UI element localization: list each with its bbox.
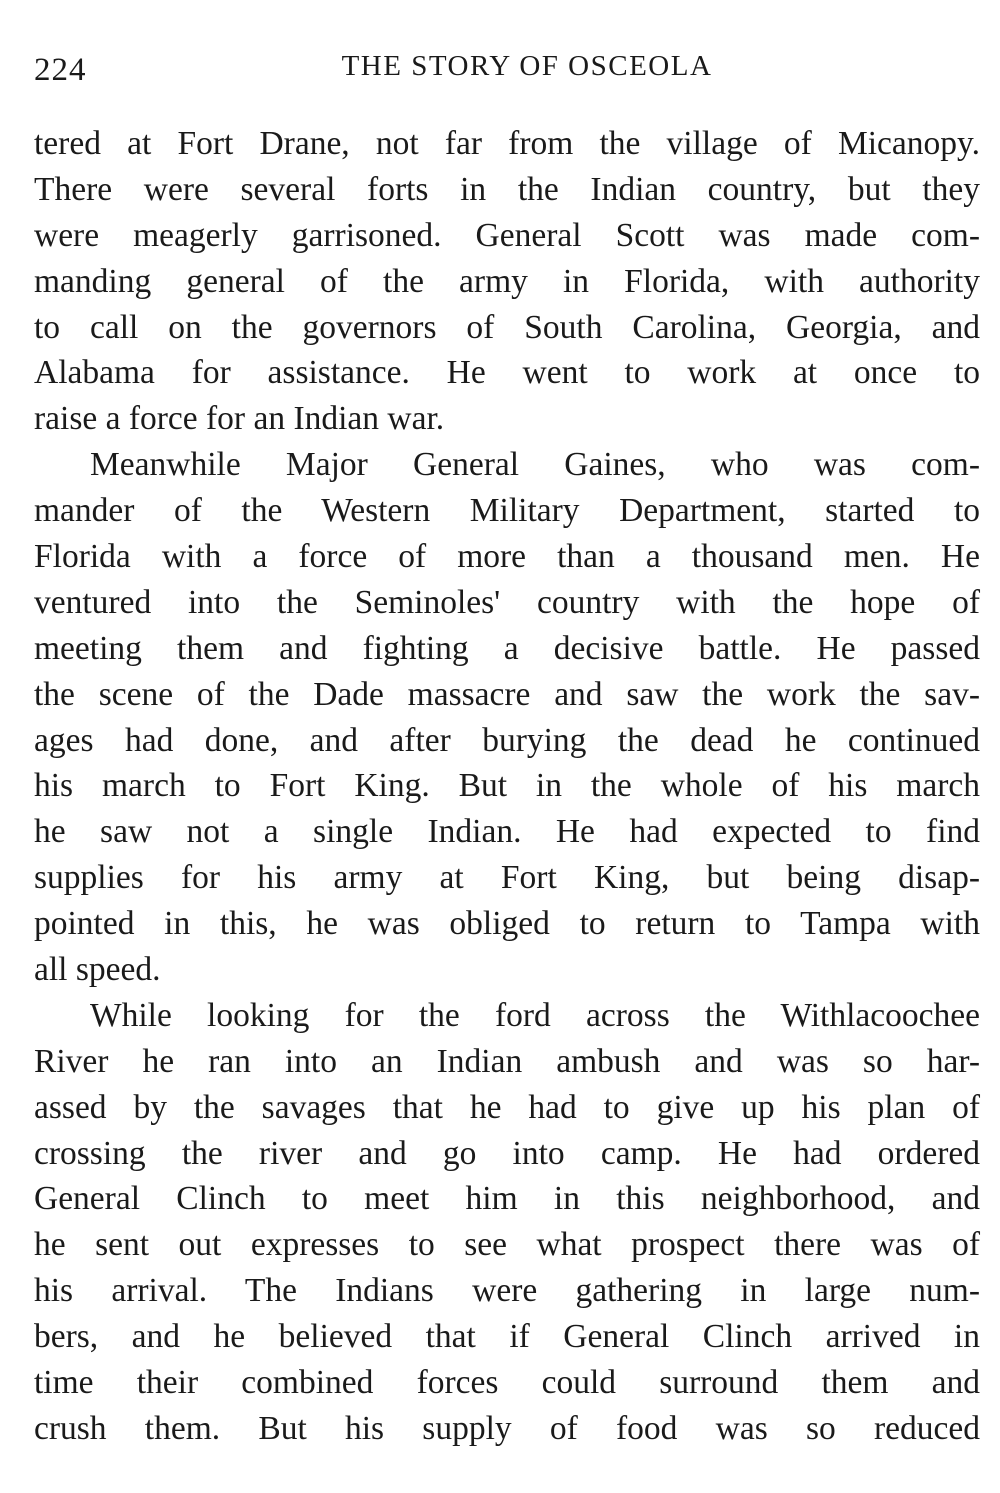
text-line: There were several forts in the Indian country, but they [34, 170, 980, 208]
running-title: THE STORY OF OSCEOLA [341, 50, 713, 82]
text-line: General Clinch to meet him in this neighborhood, and [34, 1180, 980, 1218]
text-line: pointed in this, he was obliged to return to Tampa with [34, 905, 980, 943]
text-line: ages had done, and after burying the dead he continued [34, 721, 980, 759]
paragraph [34, 121, 980, 442]
text-line: he sent out expresses to see what prospect there was of [34, 1226, 980, 1264]
text-line: supplies for his army at Fort King, but being disap- [34, 859, 980, 897]
text-line: the scene of the Dade massacre and saw the work the sav- [34, 675, 980, 713]
text-line: Florida with a force of more than a thousand men. He [34, 538, 980, 576]
text-line: mander of the Western Military Department, started to [34, 492, 980, 530]
text-line: Meanwhile Major General Gaines, who was com- [90, 446, 980, 484]
text-line: ventured into the Seminoles' country with the hope of [34, 583, 980, 621]
body-text [34, 121, 980, 1452]
text-line: meeting them and fighting a decisive battle. He passed [34, 629, 980, 667]
text-line: While looking for the ford across the Withlacoochee [90, 996, 980, 1034]
text-line: raise a force for an Indian war. [34, 400, 445, 438]
page-number: 224 [34, 52, 87, 88]
text-line: tered at Fort Drane, not far from the village of Micanopy. [34, 125, 980, 162]
text-line: time their combined forces could surround them and [34, 1364, 980, 1402]
text-line: crossing the river and go into camp. He had ordered [34, 1134, 980, 1172]
text-line: were meagerly garrisoned. General Scott was made com- [34, 216, 980, 254]
paragraph [34, 442, 980, 993]
text-line: River he ran into an Indian ambush and was so har- [34, 1042, 980, 1080]
text-line: assed by the savages that he had to give up his plan of [34, 1088, 980, 1126]
text-line: crush them. But his supply of food was so reduced [34, 1409, 980, 1447]
text-line: to call on the governors of South Carolina, Georgia, and [34, 308, 980, 346]
text-line: bers, and he believed that if General Clinch arrived in [34, 1318, 980, 1356]
text-line: all speed. [34, 951, 161, 989]
running-head [34, 46, 980, 96]
text-line: manding general of the army in Florida, with authority [34, 262, 980, 300]
paragraph [34, 993, 980, 1452]
text-line: his march to Fort King. But in the whole of his march [34, 767, 980, 805]
text-line: his arrival. The Indians were gathering in large num- [34, 1272, 980, 1310]
text-line: he saw not a single Indian. He had expected to find [34, 813, 980, 851]
text-line: Alabama for assistance. He went to work at once to [34, 354, 980, 392]
